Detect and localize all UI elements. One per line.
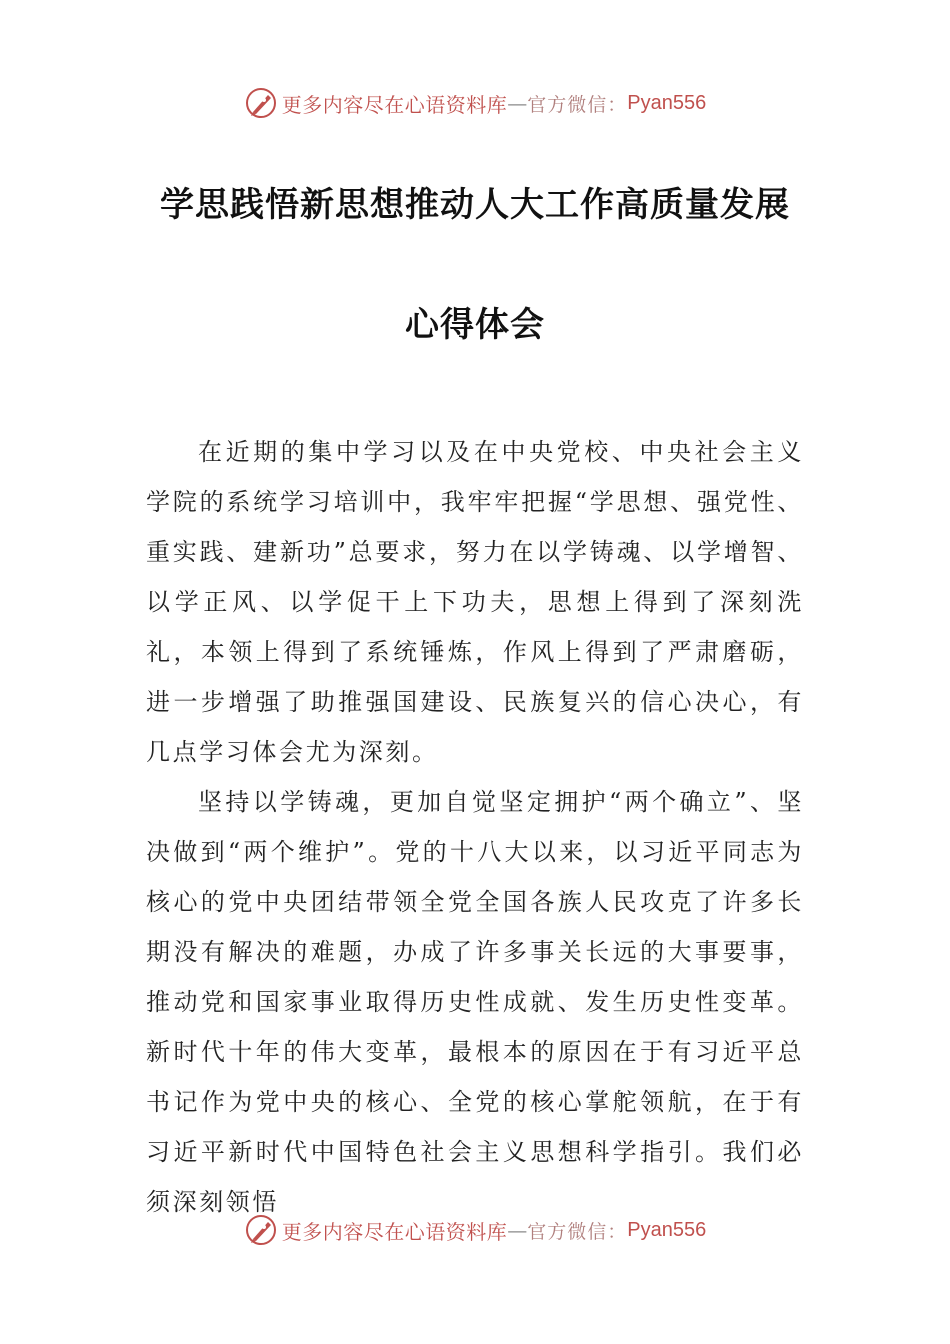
banner-main-text: 更多内容尽在心语资料库 <box>281 92 508 117</box>
quill-pen-logo-icon <box>244 1213 278 1247</box>
body-paragraph-2: 坚持以学铸魂，更加自觉坚定拥护“两个确立”、坚决做到“两个维护”。党的十八大以来，以习近平同志为核心的党中央团结带领全党全国各族人民攻克了许多长期没有解决的难题，办成了许多事关长远的大事要事，推动党和国家事业取得历史性成就、发生历史性变革。新时代十年的伟大变革，最根本的原因在于有习近平总书记作为党中央的核心、全党的核心掌舵领航，在于有习近平新时代中国特色社会主义思想科学指引。我们必须深刻领悟 <box>146 788 804 1216</box>
banner-main-text: 更多内容尽在心语资料库 <box>281 1219 508 1244</box>
footer-watermark-banner <box>0 1210 950 1250</box>
banner-separator: — <box>507 91 528 115</box>
banner-wechat-id: Pyan556 <box>627 91 707 114</box>
banner-wechat-id: Pyan556 <box>627 1218 707 1241</box>
quill-pen-logo-icon <box>244 86 278 120</box>
banner-wechat-label: 官方微信： <box>527 93 628 116</box>
document-title-line2: 心得体会 <box>405 305 545 345</box>
header-watermark-banner <box>0 83 950 123</box>
banner-separator: — <box>507 1218 528 1242</box>
banner-wechat-label: 官方微信： <box>527 1220 628 1243</box>
document-title-line1: 学思践悟新思想推动人大工作高质量发展 <box>160 185 790 225</box>
document-body <box>146 427 804 1227</box>
body-paragraph-1: 在近期的集中学习以及在中央党校、中央社会主义学院的系统学习培训中，我牢牢把握“学思想、强党性、重实践、建新功”总要求，努力在以学铸魂、以学增智、以学正风、以学促干上下功夫，思想上得到了深刻洗礼，本领上得到了系统锤炼，作风上得到了严肃磨砺，进一步增强了助推强国建设、民族复兴的信心决心，有几点学习体会尤为深刻。 <box>146 438 804 766</box>
